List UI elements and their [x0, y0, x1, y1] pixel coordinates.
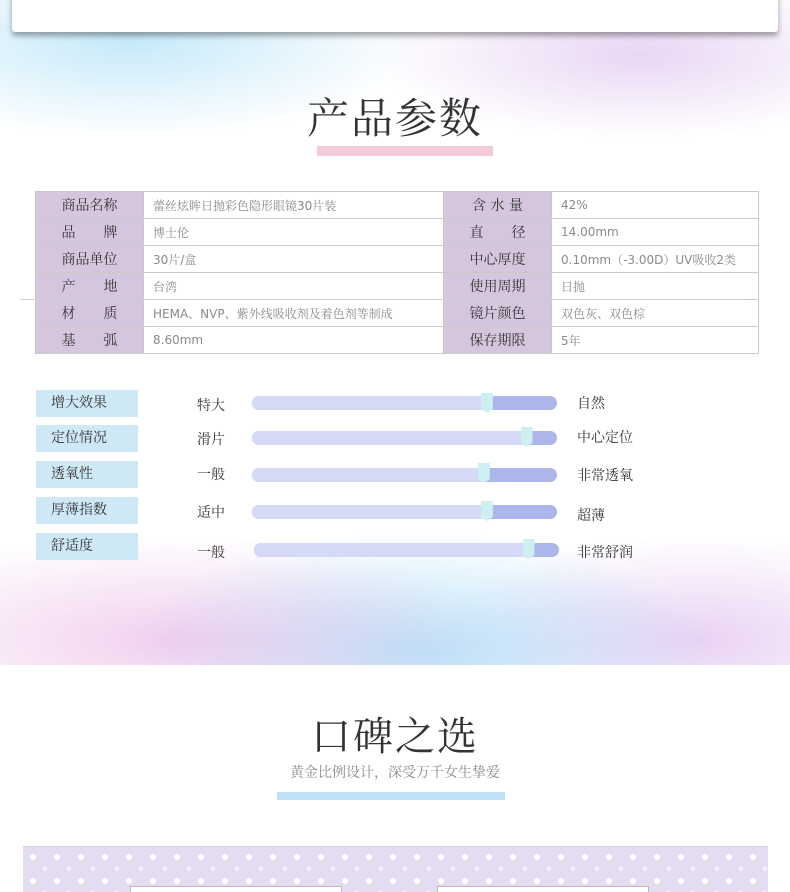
- rating-track: [252, 468, 557, 482]
- section-subtitle: 黄金比例设计，深受万千女生挚爱: [290, 765, 500, 781]
- rating-high-label: 非常透氧: [577, 468, 633, 484]
- table-row: [36, 327, 759, 354]
- photo-frame: [437, 886, 649, 892]
- param-value: 蕾丝炫眸日抛彩色隐形眼镜30片装: [144, 192, 444, 219]
- param-label: 商品单位: [36, 246, 144, 273]
- rating-tag: 舒适度: [36, 533, 138, 560]
- table-row: [36, 219, 759, 246]
- rating-fill: [252, 505, 487, 519]
- table-row: [36, 192, 759, 219]
- param-label: 品 牌: [36, 219, 144, 246]
- param-value: 0.10mm（-3.00D）UV吸收2类: [552, 246, 759, 273]
- rating-row-enlarge: [0, 390, 790, 420]
- param-value: 博士伦: [144, 219, 444, 246]
- rating-tag: 定位情况: [36, 425, 138, 452]
- rating-track: [254, 543, 559, 557]
- rating-row-comfort: [0, 533, 790, 563]
- rating-marker: [481, 393, 493, 413]
- table-row: [36, 273, 759, 300]
- param-value: 8.60mm: [144, 327, 444, 354]
- param-value: HEMA、NVP、紫外线吸收剂及着色剂等制成: [144, 300, 444, 327]
- param-label: 镜片颜色: [444, 300, 552, 327]
- param-label: 中心厚度: [444, 246, 552, 273]
- rating-fill: [252, 468, 484, 482]
- param-label: 商品名称: [36, 192, 144, 219]
- param-value: 日抛: [552, 273, 759, 300]
- rating-high-label: 非常舒润: [577, 545, 633, 561]
- rating-low-label: 适中: [197, 505, 225, 521]
- param-value: 14.00mm: [552, 219, 759, 246]
- rating-tag: 透氧性: [36, 461, 138, 488]
- param-label: 基 弧: [36, 327, 144, 354]
- top-card-edge: [12, 0, 778, 32]
- rating-marker: [478, 463, 490, 483]
- rating-track: [252, 505, 557, 519]
- param-label: 产 地: [36, 273, 144, 300]
- rating-marker: [481, 501, 493, 521]
- param-value: 双色灰、双色棕: [552, 300, 759, 327]
- section-title-reviews: 口碑之选: [311, 714, 479, 760]
- rating-low-label: 一般: [197, 545, 225, 561]
- param-label: 使用周期: [444, 273, 552, 300]
- rating-low-label: 一般: [197, 467, 225, 483]
- param-label: 直 径: [444, 219, 552, 246]
- rating-high-label: 自然: [577, 396, 605, 412]
- divider-line: [20, 299, 746, 300]
- rating-marker: [521, 427, 533, 447]
- rating-fill: [252, 396, 487, 410]
- param-value: 5年: [552, 327, 759, 354]
- rating-tag: 厚薄指数: [36, 497, 138, 524]
- rating-track: [252, 431, 557, 445]
- rating-low-label: 滑片: [197, 432, 225, 448]
- rating-low-label: 特大: [197, 398, 225, 414]
- photo-frame: [130, 886, 342, 892]
- rating-marker: [523, 539, 535, 559]
- table-row: [36, 300, 759, 327]
- param-value: 30片/盒: [144, 246, 444, 273]
- param-label: 含 水 量: [444, 192, 552, 219]
- section-title-params: 产品参数: [306, 94, 483, 143]
- rating-tag: 增大效果: [36, 390, 138, 417]
- rating-row-position: [0, 425, 790, 455]
- rating-track: [252, 396, 557, 410]
- rating-row-oxygen: [0, 461, 790, 491]
- param-label: 保存期限: [444, 327, 552, 354]
- rating-fill: [252, 431, 527, 445]
- params-table: [35, 191, 759, 354]
- title-underline: [277, 792, 505, 800]
- title-underline: [317, 146, 493, 156]
- param-value: 台湾: [144, 273, 444, 300]
- rating-high-label: 中心定位: [577, 430, 633, 446]
- table-row: [36, 246, 759, 273]
- rating-fill: [254, 543, 529, 557]
- param-value: 42%: [552, 192, 759, 219]
- rating-high-label: 超薄: [577, 508, 605, 524]
- rating-row-thickness: [0, 497, 790, 527]
- param-label: 材 质: [36, 300, 144, 327]
